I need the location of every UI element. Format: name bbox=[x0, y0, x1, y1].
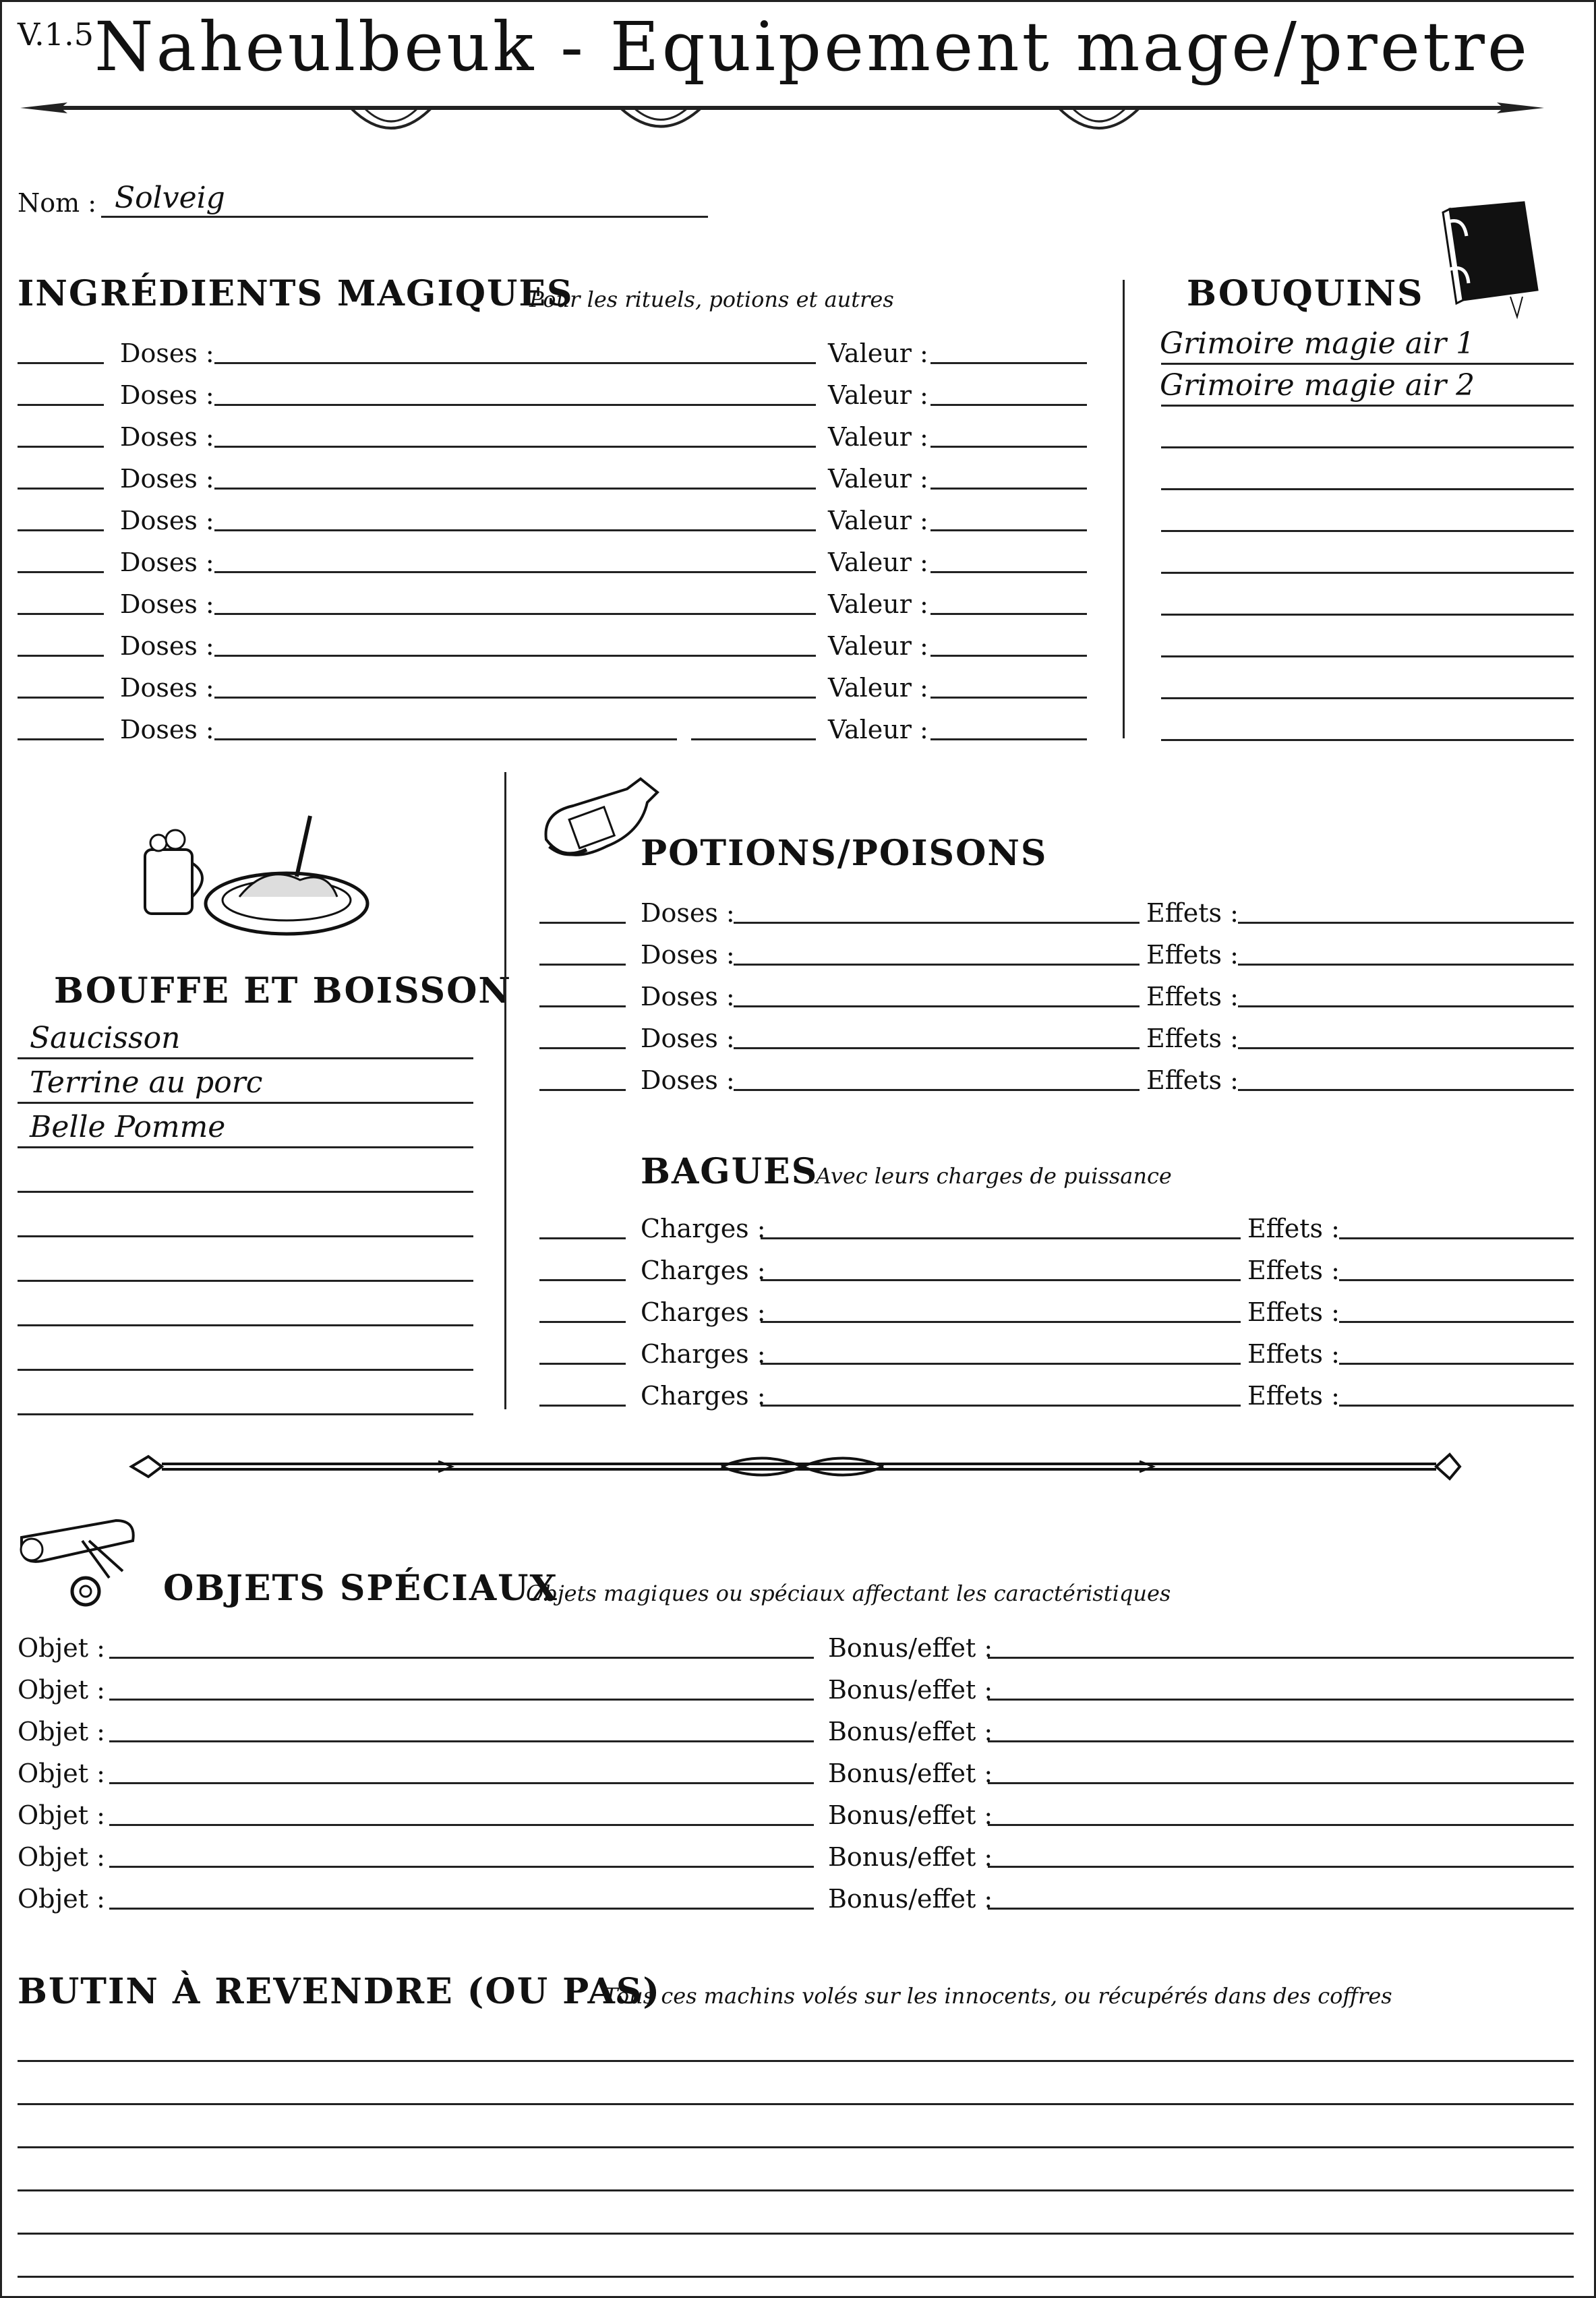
ingredient-value-field[interactable] bbox=[930, 404, 1087, 406]
book-line bbox=[1161, 363, 1574, 365]
potion-effects-field[interactable] bbox=[1238, 922, 1574, 924]
special-object-field[interactable] bbox=[109, 1699, 814, 1701]
ring-effects-field[interactable] bbox=[1339, 1237, 1574, 1239]
potion-effects-label: Effets : bbox=[1146, 940, 1239, 970]
loot-line[interactable] bbox=[18, 2189, 1574, 2191]
ingredient-doses-field[interactable] bbox=[214, 613, 816, 615]
ingredient-doses-field[interactable] bbox=[214, 655, 816, 657]
book-line bbox=[1161, 739, 1574, 741]
ingredient-name-blank[interactable] bbox=[18, 697, 104, 699]
ingredient-doses-field[interactable] bbox=[214, 529, 816, 531]
ingredient-doses-field[interactable] bbox=[214, 738, 677, 740]
special-object-field[interactable] bbox=[109, 1866, 814, 1868]
book-entry[interactable]: Grimoire magie air 1 bbox=[1160, 326, 1475, 361]
ornamental-spear-icon bbox=[13, 88, 1564, 148]
ingredient-doses-label: Doses : bbox=[120, 715, 214, 744]
ingredient-doses-label: Doses : bbox=[120, 422, 214, 452]
ingredient-value-field[interactable] bbox=[930, 697, 1087, 699]
potion-doses-field[interactable] bbox=[734, 1005, 1140, 1007]
book-line bbox=[1161, 530, 1574, 532]
special-object-field[interactable] bbox=[109, 1908, 814, 1910]
ingredient-doses-label: Doses : bbox=[120, 589, 214, 619]
food-line bbox=[18, 1235, 473, 1237]
version-label: V.1.5 bbox=[18, 16, 94, 53]
special-bonus-field[interactable] bbox=[988, 1908, 1574, 1910]
ingredient-value-label: Valeur : bbox=[828, 422, 928, 452]
loot-subtitle: Tous ces machins volés sur les innocents, ou récupérés dans des coffres bbox=[603, 1983, 1392, 2009]
ingredient-doses-field[interactable] bbox=[214, 446, 816, 448]
ingredient-doses-field[interactable] bbox=[214, 404, 816, 406]
name-label: Nom : bbox=[18, 188, 97, 218]
ingredient-value-field[interactable] bbox=[930, 613, 1087, 615]
ring-name-blank[interactable] bbox=[539, 1405, 626, 1407]
potion-doses-label: Doses : bbox=[641, 1065, 735, 1095]
special-object-field[interactable] bbox=[109, 1824, 814, 1826]
special-bonus-label: Bonus/effet : bbox=[828, 1675, 993, 1705]
ring-charges-field[interactable] bbox=[761, 1279, 1241, 1281]
ingredient-value-label: Valeur : bbox=[828, 631, 928, 661]
potions-title: POTIONS/POISONS bbox=[641, 833, 1048, 874]
ingredient-value-label: Valeur : bbox=[828, 338, 928, 368]
ingredient-doses-label: Doses : bbox=[120, 506, 214, 535]
special-object-label: Objet : bbox=[18, 1675, 105, 1705]
potion-doses-label: Doses : bbox=[641, 940, 735, 970]
potion-doses-field[interactable] bbox=[734, 1089, 1140, 1091]
food-line bbox=[18, 1413, 473, 1415]
book-line bbox=[1161, 405, 1574, 407]
food-line bbox=[18, 1057, 473, 1059]
ingredient-doses-field[interactable] bbox=[214, 571, 816, 573]
potion-doses-label: Doses : bbox=[641, 898, 735, 928]
ingredients-title: INGRÉDIENTS MAGIQUES bbox=[18, 273, 574, 314]
potion-name-blank[interactable] bbox=[539, 1047, 626, 1049]
food-entry[interactable]: Belle Pomme bbox=[30, 1110, 226, 1144]
ring-name-blank[interactable] bbox=[539, 1279, 626, 1281]
ingredient-value-label: Valeur : bbox=[828, 715, 928, 744]
ingredient-value-label: Valeur : bbox=[828, 506, 928, 535]
ingredient-doses-label: Doses : bbox=[120, 631, 214, 661]
ring-effects-field[interactable] bbox=[1339, 1279, 1574, 1281]
potion-effects-field[interactable] bbox=[1238, 1089, 1574, 1091]
special-bonus-field[interactable] bbox=[988, 1824, 1574, 1826]
spellbook-icon bbox=[1436, 196, 1551, 317]
food-line bbox=[18, 1280, 473, 1282]
special-title: OBJETS SPÉCIAUX bbox=[163, 1568, 558, 1609]
ring-name-blank[interactable] bbox=[539, 1237, 626, 1239]
special-bonus-label: Bonus/effet : bbox=[828, 1633, 993, 1663]
book-line bbox=[1161, 572, 1574, 574]
ingredient-value-label: Valeur : bbox=[828, 464, 928, 494]
potion-effects-field[interactable] bbox=[1238, 1005, 1574, 1007]
ingredient-value-label: Valeur : bbox=[828, 548, 928, 577]
potion-effects-label: Effets : bbox=[1146, 1065, 1239, 1095]
potion-effects-label: Effets : bbox=[1146, 982, 1239, 1011]
ingredient-name-blank[interactable] bbox=[18, 571, 104, 573]
ring-charges-field[interactable] bbox=[761, 1237, 1241, 1239]
ingredient-name-blank[interactable] bbox=[18, 404, 104, 406]
book-line bbox=[1161, 697, 1574, 699]
ring-effects-label: Effets : bbox=[1247, 1297, 1340, 1327]
potion-doses-field[interactable] bbox=[734, 964, 1140, 966]
ingredient-doses-field[interactable] bbox=[214, 488, 816, 490]
special-object-field[interactable] bbox=[109, 1782, 814, 1784]
books-title: BOUQUINS bbox=[1187, 273, 1424, 314]
ring-effects-label: Effets : bbox=[1247, 1256, 1340, 1285]
special-subtitle: Objets magiques ou spéciaux affectant les caractéristiques bbox=[526, 1581, 1171, 1606]
book-entry[interactable]: Grimoire magie air 2 bbox=[1160, 368, 1475, 403]
special-object-label: Objet : bbox=[18, 1800, 105, 1830]
ring-name-blank[interactable] bbox=[539, 1321, 626, 1323]
ingredient-value-label: Valeur : bbox=[828, 589, 928, 619]
special-bonus-field[interactable] bbox=[988, 1866, 1574, 1868]
column-divider-food bbox=[504, 772, 506, 1409]
ring-charges-label: Charges : bbox=[641, 1256, 766, 1285]
ring-effects-label: Effets : bbox=[1247, 1339, 1340, 1369]
potion-name-blank[interactable] bbox=[539, 1005, 626, 1007]
ring-charges-label: Charges : bbox=[641, 1339, 766, 1369]
ingredients-subtitle: Pour les rituels, potions et autres bbox=[529, 287, 894, 312]
column-divider bbox=[1123, 280, 1125, 738]
ingredient-doses-label: Doses : bbox=[120, 673, 214, 703]
loot-line[interactable] bbox=[18, 2060, 1574, 2062]
potion-doses-label: Doses : bbox=[641, 982, 735, 1011]
ring-charges-label: Charges : bbox=[641, 1297, 766, 1327]
ingredient-name-blank[interactable] bbox=[18, 362, 104, 364]
ingredient-doses-label: Doses : bbox=[120, 464, 214, 494]
special-bonus-field[interactable] bbox=[988, 1782, 1574, 1784]
special-bonus-label: Bonus/effet : bbox=[828, 1842, 993, 1872]
ring-charges-field[interactable] bbox=[761, 1321, 1241, 1323]
special-object-label: Objet : bbox=[18, 1633, 105, 1663]
potion-effects-label: Effets : bbox=[1146, 898, 1239, 928]
special-bonus-label: Bonus/effet : bbox=[828, 1717, 993, 1746]
ingredient-doses-field-extra[interactable] bbox=[691, 738, 816, 740]
special-bonus-label: Bonus/effet : bbox=[828, 1759, 993, 1788]
potion-name-blank[interactable] bbox=[539, 922, 626, 924]
name-value[interactable]: Solveig bbox=[115, 181, 225, 215]
potion-doses-label: Doses : bbox=[641, 1024, 735, 1053]
food-line bbox=[18, 1369, 473, 1371]
magic-staff-icon bbox=[128, 1446, 1463, 1487]
food-line bbox=[18, 1324, 473, 1326]
food-plate-icon bbox=[138, 802, 381, 944]
ring-charges-field[interactable] bbox=[761, 1363, 1241, 1365]
ingredient-value-field[interactable] bbox=[930, 488, 1087, 490]
loot-line[interactable] bbox=[18, 2233, 1574, 2235]
ingredient-doses-field[interactable] bbox=[214, 362, 816, 364]
food-entry[interactable]: Saucisson bbox=[30, 1021, 181, 1055]
book-line bbox=[1161, 446, 1574, 448]
ingredient-name-blank[interactable] bbox=[18, 738, 104, 740]
ingredient-name-blank[interactable] bbox=[18, 529, 104, 531]
food-line bbox=[18, 1146, 473, 1148]
ingredient-value-field[interactable] bbox=[930, 446, 1087, 448]
special-bonus-field[interactable] bbox=[988, 1699, 1574, 1701]
ring-effects-label: Effets : bbox=[1247, 1214, 1340, 1243]
ring-charges-field[interactable] bbox=[761, 1405, 1241, 1407]
ring-effects-field[interactable] bbox=[1339, 1363, 1574, 1365]
special-bonus-field[interactable] bbox=[988, 1657, 1574, 1659]
special-object-label: Objet : bbox=[18, 1717, 105, 1746]
special-bonus-field[interactable] bbox=[988, 1740, 1574, 1742]
food-line bbox=[18, 1191, 473, 1193]
loot-line[interactable] bbox=[18, 2276, 1574, 2278]
ingredient-name-blank[interactable] bbox=[18, 655, 104, 657]
ingredient-value-label: Valeur : bbox=[828, 380, 928, 410]
special-object-label: Objet : bbox=[18, 1884, 105, 1914]
loot-line[interactable] bbox=[18, 2103, 1574, 2105]
rings-subtitle: Avec leurs charges de puissance bbox=[816, 1163, 1172, 1189]
ingredient-name-blank[interactable] bbox=[18, 488, 104, 490]
ingredient-doses-label: Doses : bbox=[120, 338, 214, 368]
ingredient-name-blank[interactable] bbox=[18, 613, 104, 615]
ingredient-doses-field[interactable] bbox=[214, 697, 816, 699]
potion-doses-field[interactable] bbox=[734, 922, 1140, 924]
ring-effects-field[interactable] bbox=[1339, 1321, 1574, 1323]
food-title: BOUFFE ET BOISSON bbox=[54, 970, 512, 1011]
ingredient-value-field[interactable] bbox=[930, 738, 1087, 740]
scroll-and-ring-icon bbox=[15, 1510, 156, 1615]
special-object-label: Objet : bbox=[18, 1759, 105, 1788]
potion-doses-field[interactable] bbox=[734, 1047, 1140, 1049]
ring-effects-label: Effets : bbox=[1247, 1381, 1340, 1411]
potion-effects-field[interactable] bbox=[1238, 1047, 1574, 1049]
potion-name-blank[interactable] bbox=[539, 964, 626, 966]
book-line bbox=[1161, 614, 1574, 616]
food-line bbox=[18, 1102, 473, 1104]
potion-effects-field[interactable] bbox=[1238, 964, 1574, 966]
ingredient-value-field[interactable] bbox=[930, 571, 1087, 573]
ingredient-value-label: Valeur : bbox=[828, 673, 928, 703]
special-bonus-label: Bonus/effet : bbox=[828, 1884, 993, 1914]
ring-charges-label: Charges : bbox=[641, 1381, 766, 1411]
ingredient-value-field[interactable] bbox=[930, 529, 1087, 531]
special-bonus-label: Bonus/effet : bbox=[828, 1800, 993, 1830]
ingredient-name-blank[interactable] bbox=[18, 446, 104, 448]
food-entry[interactable]: Terrine au porc bbox=[30, 1065, 263, 1100]
potion-effects-label: Effets : bbox=[1146, 1024, 1239, 1053]
loot-title: BUTIN À REVENDRE (OU PAS) bbox=[18, 1971, 661, 2012]
ring-effects-field[interactable] bbox=[1339, 1405, 1574, 1407]
page-title: Naheulbeuk - Equipement mage/pretre bbox=[94, 7, 1531, 86]
ring-charges-label: Charges : bbox=[641, 1214, 766, 1243]
loot-line[interactable] bbox=[18, 2146, 1574, 2148]
ingredient-value-field[interactable] bbox=[930, 362, 1087, 364]
ring-name-blank[interactable] bbox=[539, 1363, 626, 1365]
special-object-label: Objet : bbox=[18, 1842, 105, 1872]
potion-name-blank[interactable] bbox=[539, 1089, 626, 1091]
rings-title: BAGUES bbox=[641, 1151, 819, 1192]
ingredient-value-field[interactable] bbox=[930, 655, 1087, 657]
ingredient-doses-label: Doses : bbox=[120, 380, 214, 410]
special-object-field[interactable] bbox=[109, 1657, 814, 1659]
book-line bbox=[1161, 488, 1574, 490]
special-object-field[interactable] bbox=[109, 1740, 814, 1742]
book-line bbox=[1161, 655, 1574, 657]
name-underline bbox=[101, 216, 708, 218]
ingredient-doses-label: Doses : bbox=[120, 548, 214, 577]
